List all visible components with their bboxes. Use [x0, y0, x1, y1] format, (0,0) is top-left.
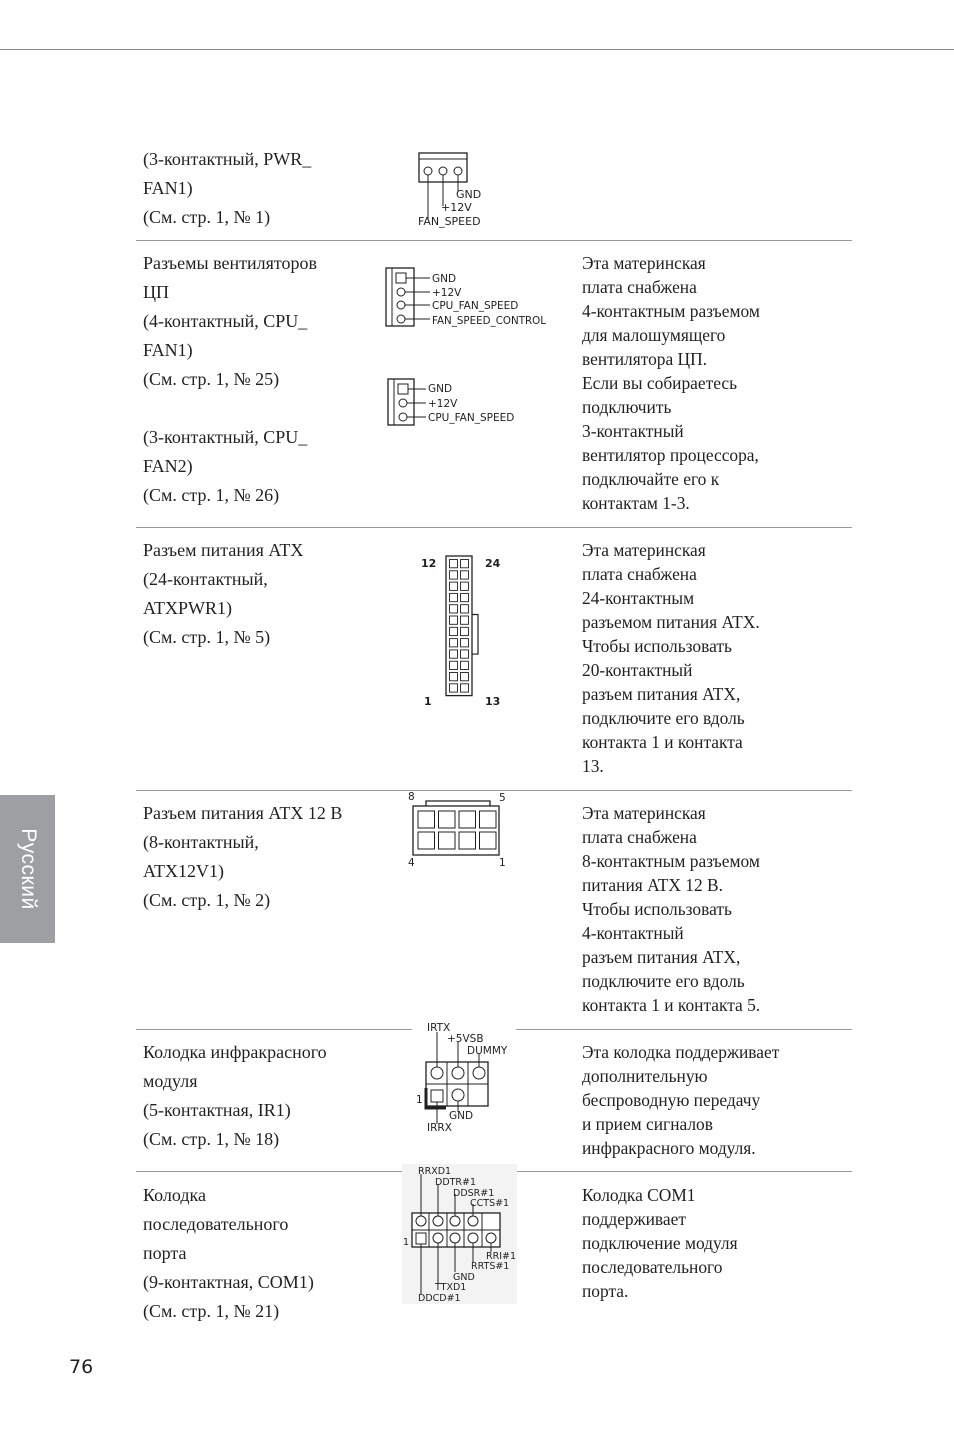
atx12v-note	[582, 801, 760, 1017]
pin-number-label: 8	[408, 791, 415, 803]
text-line: контакта 1 и контакта	[582, 732, 743, 752]
text-line: 24-контактным	[582, 588, 695, 608]
pin-label: DUMMY	[467, 1045, 508, 1057]
connector-pin	[450, 616, 458, 624]
pin-label: TTXD1	[435, 1282, 467, 1293]
ir-pin-diagram	[412, 1020, 516, 1138]
text-line: контакта 1 и контакта 5.	[582, 995, 761, 1015]
text-line: порта	[143, 1243, 187, 1263]
atx24-note	[582, 538, 760, 778]
text-line: 13.	[582, 756, 604, 776]
cpu-fan1-pin-diagram	[382, 266, 552, 330]
text-line: (5-контактная, IR1)	[143, 1100, 291, 1120]
text-line: Разъем питания ATX	[143, 540, 304, 560]
pin-label: +12V	[441, 201, 472, 214]
connector-pin	[461, 616, 469, 624]
pin-label: DDCD#1	[418, 1293, 461, 1304]
text-line: подключите его вдоль	[582, 708, 745, 728]
connector-pin	[461, 627, 469, 635]
text-line: вентилятора ЦП.	[582, 349, 708, 369]
text-line: Разъемы вентиляторов	[143, 253, 317, 273]
com-note	[582, 1183, 738, 1303]
connector-pin	[459, 832, 476, 849]
text-line: последовательного	[143, 1214, 289, 1234]
pin-label: RRTS#1	[471, 1261, 510, 1272]
connector-pin	[461, 605, 469, 613]
pin-number-label: 1	[424, 695, 432, 708]
connector-pin	[450, 605, 458, 613]
connector-pin	[450, 661, 458, 669]
connector-pin	[480, 811, 497, 828]
pin-number-label: 4	[408, 857, 415, 869]
pin-number-label: 1	[499, 857, 506, 869]
text-line: для малошумящего	[582, 325, 726, 345]
text-line: беспроводную передачу	[582, 1090, 761, 1110]
connector-pin	[439, 811, 456, 828]
pin-label: CPU_FAN_SPEED	[432, 300, 519, 312]
text-line: Разъем питания ATX 12 В	[143, 803, 343, 823]
text-line: инфракрасного модуля.	[582, 1138, 756, 1158]
connector-pin	[450, 684, 458, 692]
com-description	[143, 1181, 314, 1326]
text-line: питания ATX 12 В.	[582, 875, 723, 895]
text-line: (24-контактный,	[143, 569, 268, 589]
cpu-fan-note	[582, 251, 760, 515]
cpu-fan-description	[143, 249, 317, 510]
pin-label: RRI#1	[486, 1251, 517, 1262]
connector-pin	[450, 673, 458, 681]
text-line: Если вы собираетесь	[582, 373, 738, 393]
pin-number-label: 1	[416, 1094, 423, 1106]
pin-label: +12V	[432, 287, 462, 299]
text-line: плата снабжена	[582, 564, 697, 584]
pin-label: +5VSB	[447, 1033, 484, 1045]
pwr-fan-pin-diagram	[412, 150, 502, 230]
text-line: Чтобы использовать	[582, 636, 732, 656]
connector-pin	[461, 571, 469, 579]
text-line: (См. стр. 1, № 5)	[143, 627, 271, 647]
text-line: Колодка	[143, 1185, 206, 1205]
text-line: ATX12V1)	[143, 861, 224, 881]
atx12v-pin-diagram	[404, 790, 516, 872]
pin-label: IRTX	[427, 1022, 451, 1034]
text-line: Эта материнская	[582, 253, 706, 273]
text-line: FAN1)	[143, 178, 193, 198]
text-line: ЦП	[143, 282, 169, 302]
section-divider	[136, 240, 852, 241]
text-line: ATXPWR1)	[143, 598, 232, 618]
pin-label: GND	[456, 188, 482, 201]
connector-pin	[459, 811, 476, 828]
text-line: (9-контактная, COM1)	[143, 1272, 314, 1292]
text-line: плата снабжена	[582, 827, 697, 847]
section-divider	[136, 1029, 416, 1030]
pin-label: GND	[428, 383, 453, 395]
text-line: (См. стр. 1, № 25)	[143, 369, 280, 389]
pin-label: GND	[453, 1272, 475, 1283]
text-line: Эта колодка поддерживает	[582, 1042, 780, 1062]
text-line: последовательного	[582, 1257, 723, 1277]
com-pin-diagram	[402, 1164, 517, 1304]
text-line: 4-контактным разъемом	[582, 301, 760, 321]
text-line: Чтобы использовать	[582, 899, 732, 919]
text-line: (См. стр. 1, № 1)	[143, 207, 271, 227]
cpu-fan2-pin-diagram	[384, 377, 524, 429]
pin-number-label: 1	[403, 1237, 410, 1248]
pin-label: GND	[432, 273, 457, 285]
pin-label: DDTR#1	[435, 1177, 477, 1188]
connector-pin	[461, 560, 469, 568]
text-line: (8-контактный,	[143, 832, 259, 852]
text-line: (3-контактный, CPU_	[143, 427, 308, 447]
text-line: 3-контактный	[582, 421, 684, 441]
section-divider	[514, 1029, 852, 1030]
section-divider	[136, 1171, 402, 1172]
text-line: подключение модуля	[582, 1233, 738, 1253]
pin-label: CPU_FAN_SPEED	[428, 412, 515, 424]
text-line: модуля	[143, 1071, 198, 1091]
atx12v-description	[143, 799, 342, 915]
connector-pin	[461, 673, 469, 681]
connector-pin	[461, 661, 469, 669]
connector-pin	[418, 832, 435, 849]
text-line: дополнительную	[582, 1066, 708, 1086]
pin-label: FAN_SPEED	[418, 215, 481, 228]
connector-pin	[461, 650, 469, 658]
connector-pin	[461, 684, 469, 692]
text-line: FAN1)	[143, 340, 193, 360]
connector-pin	[450, 627, 458, 635]
pwr-fan-description	[143, 145, 311, 232]
text-line: (См. стр. 1, № 21)	[143, 1301, 280, 1321]
language-label: Русский	[16, 828, 40, 910]
text-line: FAN2)	[143, 456, 193, 476]
pin-label: GND	[449, 1110, 474, 1122]
connector-pin	[480, 832, 497, 849]
text-line: разъем питания ATX,	[582, 684, 741, 704]
connector-pin	[461, 593, 469, 601]
text-line: плата снабжена	[582, 277, 697, 297]
pin-label: DDSR#1	[453, 1188, 495, 1199]
pin-label: IRRX	[427, 1122, 452, 1134]
pin-label: +12V	[428, 398, 458, 410]
atx24-description	[143, 536, 303, 652]
pin-label: FAN_SPEED_CONTROL	[432, 315, 547, 327]
connector-pin	[450, 650, 458, 658]
text-line: (См. стр. 1, № 18)	[143, 1129, 280, 1149]
connector-latch	[472, 615, 478, 655]
text-line: 4-контактный	[582, 923, 684, 943]
connector-pin	[461, 639, 469, 647]
text-line: (4-контактный, CPU_	[143, 311, 308, 331]
text-line: подключите его вдоль	[582, 971, 745, 991]
connector-pin	[450, 593, 458, 601]
connector-pin	[450, 560, 458, 568]
page-number: 76	[69, 1356, 94, 1378]
pin-number-label: 12	[421, 557, 437, 570]
pin-number-label: 5	[499, 792, 506, 804]
connector-pin	[450, 639, 458, 647]
text-line: 20-контактный	[582, 660, 693, 680]
ir-description	[143, 1038, 327, 1154]
ir-note	[582, 1040, 779, 1160]
connector-pin	[439, 832, 456, 849]
connector-pin	[450, 582, 458, 590]
text-line: Колодка инфракрасного	[143, 1042, 327, 1062]
text-line: (См. стр. 1, № 2)	[143, 890, 271, 910]
text-line: разъем питания ATX,	[582, 947, 741, 967]
connector-pin	[461, 582, 469, 590]
text-line: (См. стр. 1, № 26)	[143, 485, 280, 505]
pin-number-label: 13	[485, 695, 501, 708]
text-line: Эта материнская	[582, 540, 706, 560]
pin-label: CCTS#1	[470, 1198, 510, 1209]
text-line: контактам 1-3.	[582, 493, 690, 513]
text-line: 8-контактным разъемом	[582, 851, 760, 871]
pin-number-label: 24	[485, 557, 501, 570]
text-line: поддерживает	[582, 1209, 686, 1229]
text-line: вентилятор процессора,	[582, 445, 759, 465]
text-line: подключить	[582, 397, 672, 417]
language-side-tab	[0, 795, 55, 943]
section-divider	[516, 1171, 852, 1172]
pin-label: RRXD1	[418, 1166, 452, 1177]
text-line: Эта материнская	[582, 803, 706, 823]
text-line: подключайте его к	[582, 469, 720, 489]
text-line: и прием сигналов	[582, 1114, 713, 1134]
atx24-pin-diagram	[415, 550, 515, 712]
connector-pin	[418, 811, 435, 828]
connector-pin	[450, 571, 458, 579]
text-line: порта.	[582, 1281, 629, 1301]
text-line: разъемом питания ATX.	[582, 612, 760, 632]
top-rule	[0, 49, 954, 50]
text-line: Колодка COM1	[582, 1185, 696, 1205]
text-line: (3-контактный, PWR_	[143, 149, 312, 169]
section-divider	[136, 527, 852, 528]
